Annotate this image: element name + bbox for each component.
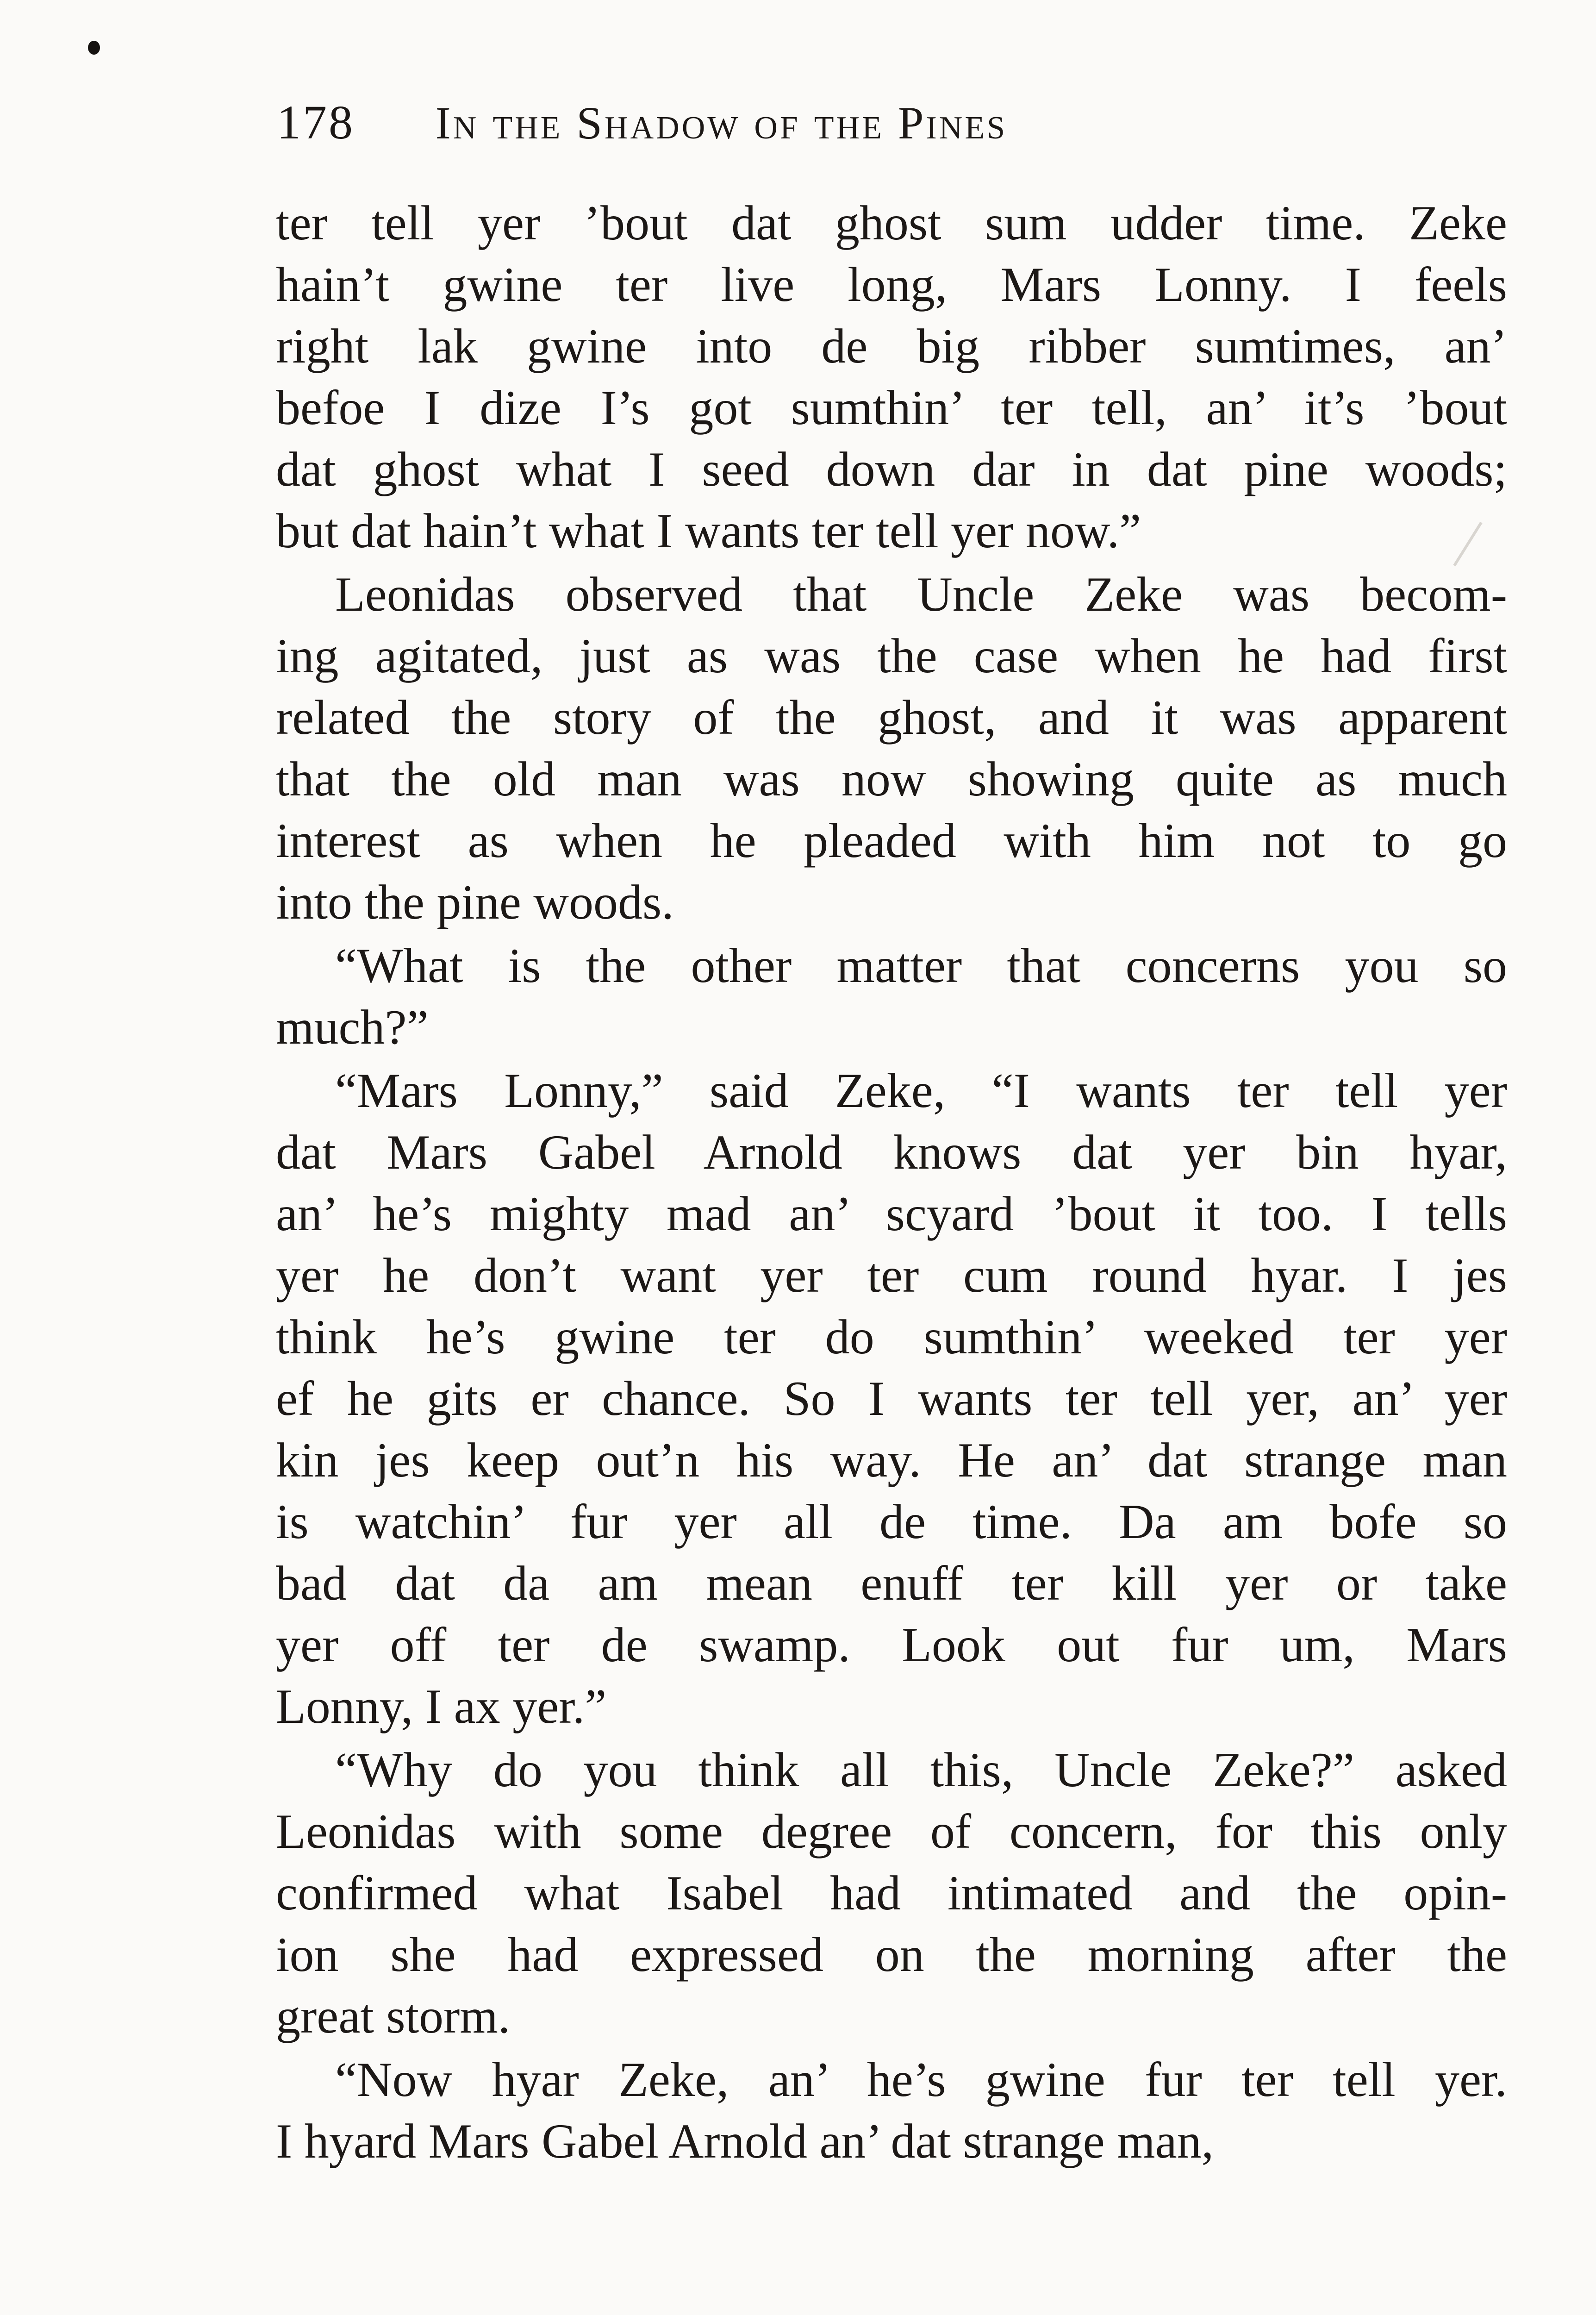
running-head xyxy=(277,88,1503,157)
text-line: “What is the other matter that concerns you so xyxy=(335,939,1507,993)
text-line: an’ he’s mighty mad an’ scyard ’bout it too. I tells xyxy=(276,1187,1507,1241)
text-line: right lak gwine into de big ribber sumtimes, an’ xyxy=(276,319,1507,373)
paragraph xyxy=(276,1060,1507,1737)
body-text xyxy=(276,192,1507,2172)
paragraph xyxy=(276,1739,1507,2047)
text-line: think he’s gwine ter do sumthin’ weeked ter yer xyxy=(276,1310,1507,1364)
text-line: related the story of the ghost, and it was apparent xyxy=(276,690,1507,745)
text-line: befoe I dize I’s got sumthin’ ter tell, an’ it’s ’bout xyxy=(276,381,1507,435)
text-line: Lonny, I ax yer.” xyxy=(276,1679,607,1733)
text-line: ing agitated, just as was the case when he had first xyxy=(276,629,1507,683)
paragraph xyxy=(276,935,1507,1058)
text-line: great storm. xyxy=(276,1989,511,2043)
text-line: dat Mars Gabel Arnold knows dat yer bin hyar, xyxy=(276,1125,1507,1179)
paragraph xyxy=(276,2049,1507,2172)
text-line: into the pine woods. xyxy=(276,875,674,929)
text-line: bad dat da am mean enuff ter kill yer or take xyxy=(276,1556,1507,1610)
text-line: interest as when he pleaded with him not to go xyxy=(276,813,1507,868)
text-line: Leonidas observed that Uncle Zeke was becom- xyxy=(335,567,1507,621)
text-line: ter tell yer ’bout dat ghost sum udder time. Zeke xyxy=(276,196,1507,250)
text-line: kin jes keep out’n his way. He an’ dat strange man xyxy=(276,1433,1507,1487)
text-line: hain’t gwine ter live long, Mars Lonny. I feels xyxy=(276,257,1507,312)
text-line: but dat hain’t what I wants ter tell yer now.” xyxy=(276,504,1141,558)
text-line: confirmed what Isabel had intimated and the opin- xyxy=(276,1866,1507,1920)
paragraph xyxy=(276,192,1507,562)
ink-speck xyxy=(88,41,100,55)
text-line: yer off ter de swamp. Look out fur um, Mars xyxy=(276,1618,1507,1672)
book-title: In the Shadow of the Pines xyxy=(435,97,1008,149)
text-line: yer he don’t want yer ter cum round hyar. I jes xyxy=(276,1248,1507,1302)
page-number: 178 xyxy=(277,96,355,149)
text-line: Leonidas with some degree of concern, for this only xyxy=(276,1804,1507,1858)
text-line: “Now hyar Zeke, an’ he’s gwine fur ter tell yer. xyxy=(335,2052,1507,2107)
text-line: ef he gits er chance. So I wants ter tell yer, an’ yer xyxy=(276,1371,1507,1426)
text-line: is watchin’ fur yer all de time. Da am bofe so xyxy=(276,1495,1507,1549)
text-line: much?” xyxy=(276,1000,429,1054)
text-line: that the old man was now showing quite as much xyxy=(276,752,1507,806)
text-line: I hyard Mars Gabel Arnold an’ dat strange man, xyxy=(276,2114,1214,2168)
text-line: dat ghost what I seed down dar in dat pine woods; xyxy=(276,442,1507,496)
text-line: ion she had expressed on the morning after the xyxy=(276,1927,1507,1982)
text-line: “Why do you think all this, Uncle Zeke?” asked xyxy=(335,1743,1507,1797)
paragraph xyxy=(276,563,1507,933)
text-line: “Mars Lonny,” said Zeke, “I wants ter tell yer xyxy=(335,1064,1507,1118)
